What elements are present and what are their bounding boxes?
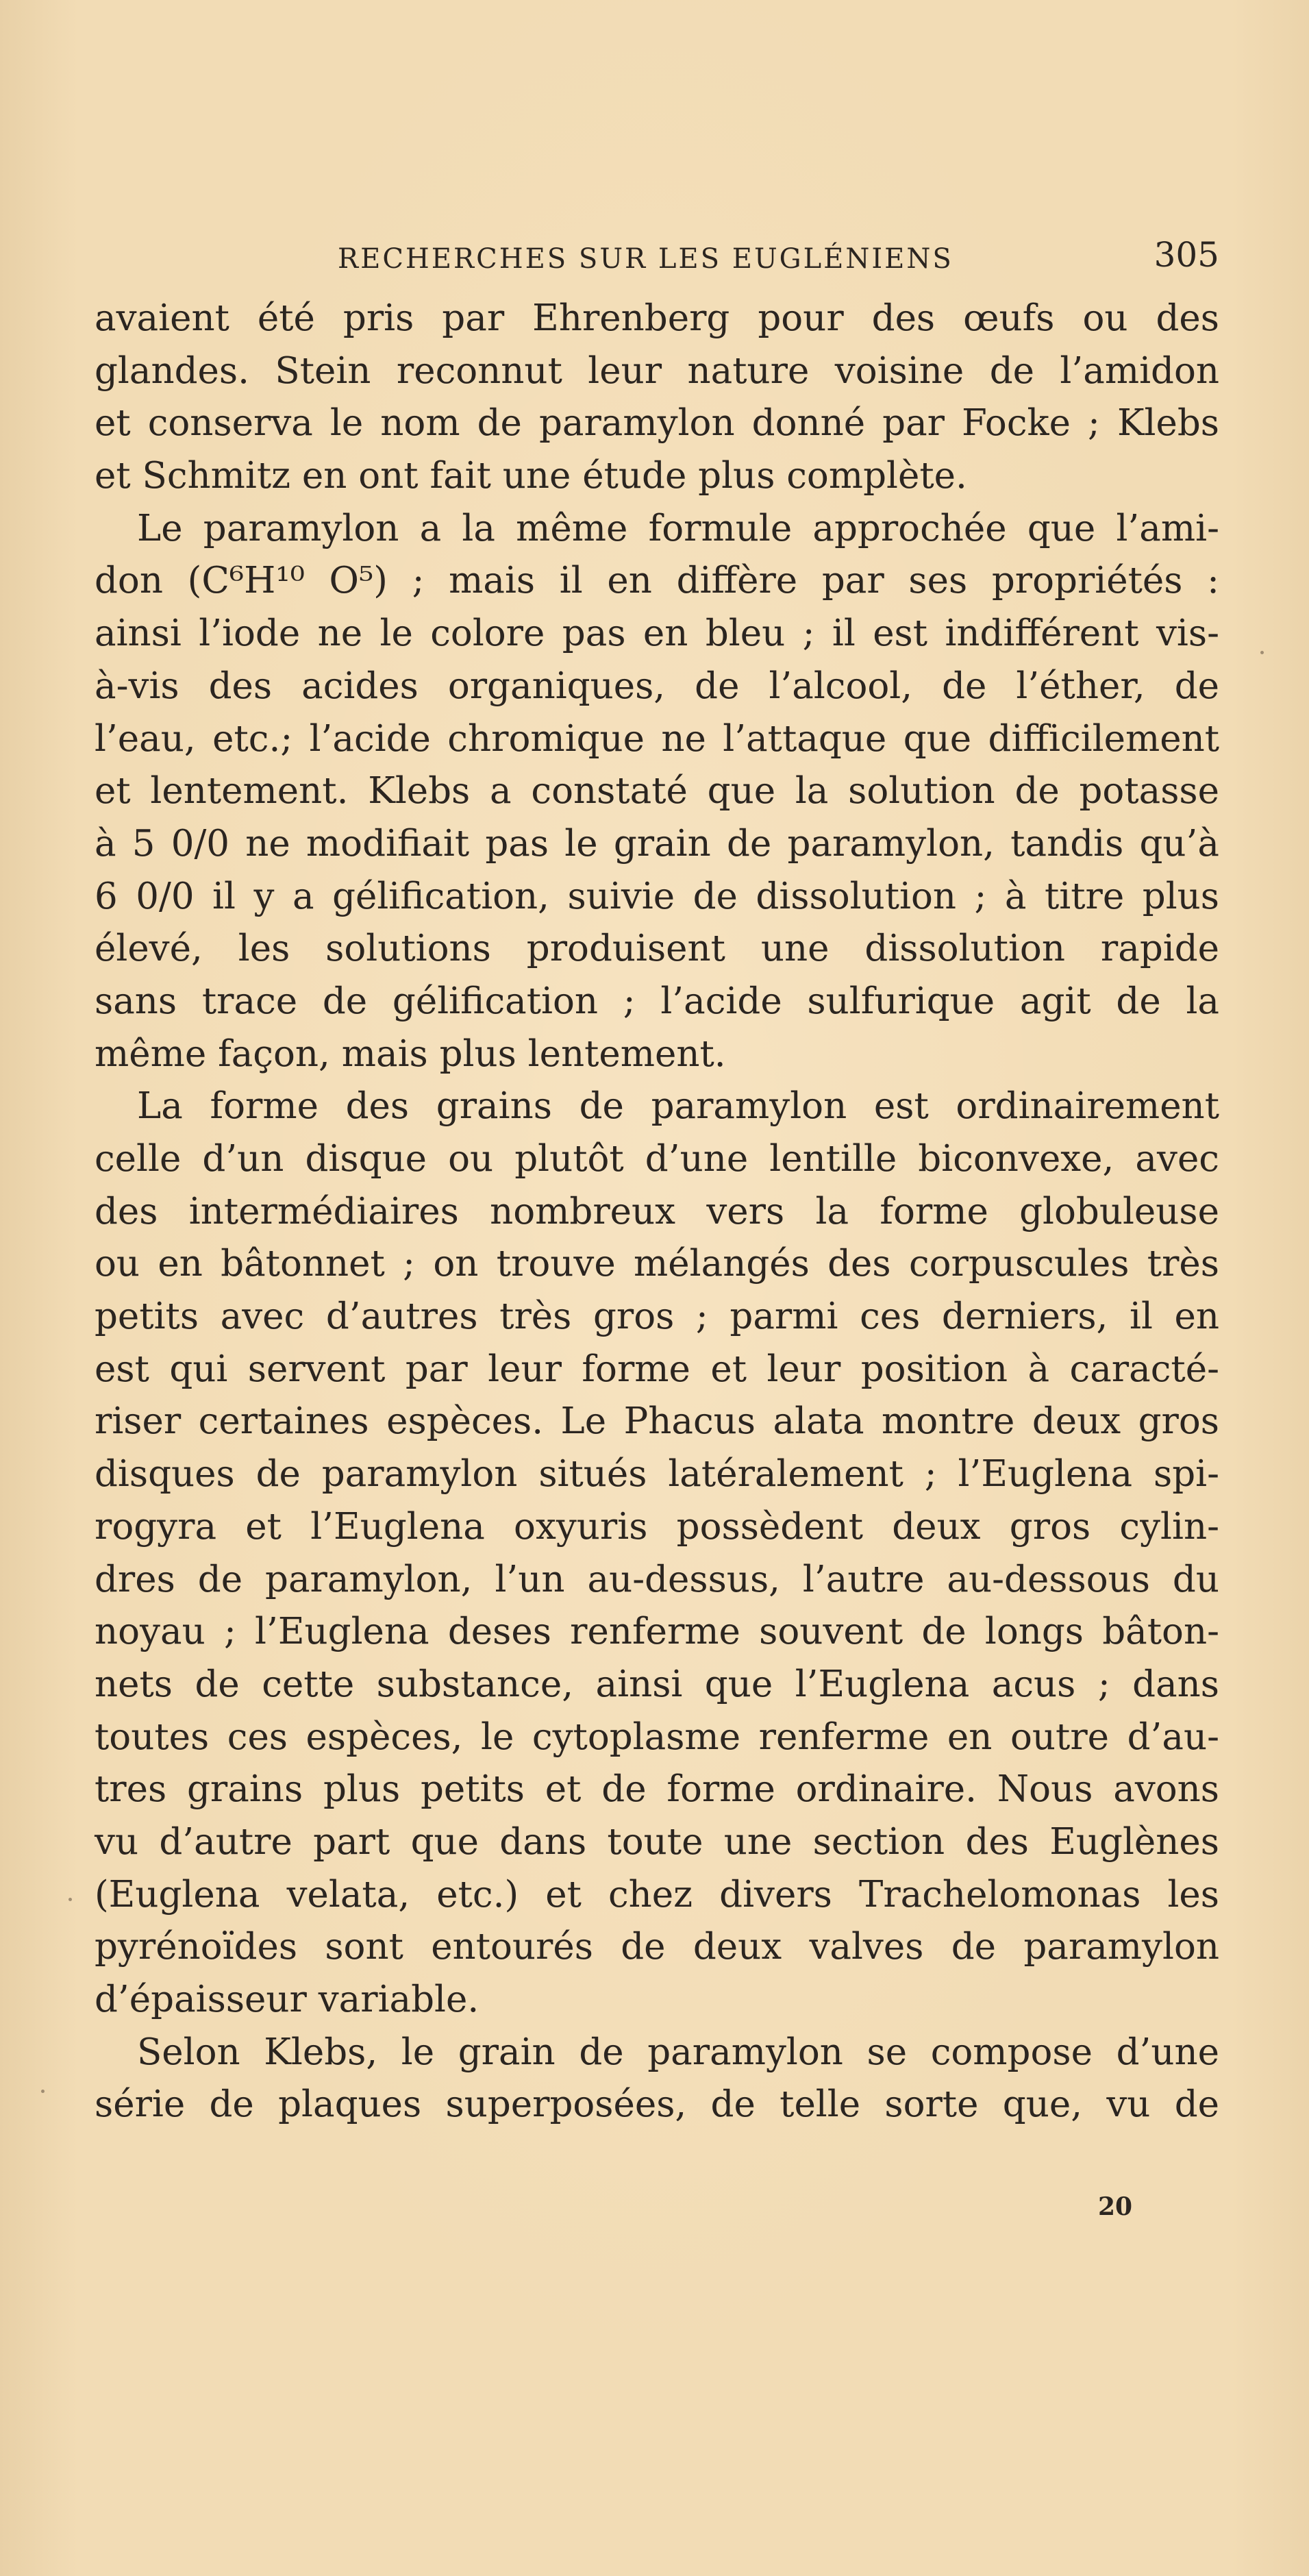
text-line: l’eau, etc.; l’acide chromique ne l’attaque que difficilement bbox=[95, 717, 1219, 760]
paper-speck bbox=[1260, 651, 1264, 654]
text-line: celle d’un disque ou plutôt d’une lentille biconvexe, avec bbox=[95, 1138, 1219, 1180]
text-line: ou en bâtonnet ; on trouve mélangés des corpuscules très bbox=[95, 1243, 1219, 1285]
text-line: est qui servent par leur forme et leur position à caracté- bbox=[95, 1348, 1219, 1390]
text-line: Le paramylon a la même formule approchée que l’ami- bbox=[137, 507, 1219, 549]
text-line: ainsi l’iode ne le colore pas en bleu ; il est indifférent vis- bbox=[95, 612, 1219, 655]
text-line: pyrénoïdes sont entourés de deux valves de paramylon bbox=[95, 1926, 1219, 1968]
text-line: même façon, mais plus lentement. bbox=[95, 1032, 726, 1075]
text-line: petits avec d’autres très gros ; parmi ces derniers, il en bbox=[95, 1296, 1219, 1338]
page-number: 305 bbox=[1154, 235, 1219, 275]
paper-speck bbox=[68, 1898, 72, 1901]
text-line: toutes ces espèces, le cytoplasme renferme en outre d’au- bbox=[95, 1716, 1219, 1758]
text-line: don (C⁶H¹⁰ O⁵) ; mais il en diffère par ses propriétés : bbox=[95, 560, 1219, 602]
text-line: et lentement. Klebs a constaté que la solution de potasse bbox=[95, 770, 1219, 813]
running-title: RECHERCHES SUR LES EUGLÉNIENS bbox=[338, 243, 953, 275]
text-line: rogyra et l’Euglena oxyuris possèdent deux gros cylin- bbox=[95, 1505, 1219, 1548]
text-line: sans trace de gélification ; l’acide sulfurique agit de la bbox=[95, 980, 1219, 1022]
text-line: et conserva le nom de paramylon donné par Focke ; Klebs bbox=[95, 402, 1219, 445]
text-line: et Schmitz en ont fait une étude plus complète. bbox=[95, 455, 967, 497]
text-line: avaient été pris par Ehrenberg pour des œufs ou des bbox=[95, 297, 1219, 339]
text-line: élevé, les solutions produisent une dissolution rapide bbox=[95, 928, 1219, 970]
text-line: Selon Klebs, le grain de paramylon se compose d’une bbox=[137, 2031, 1219, 2073]
text-line: à-vis des acides organiques, de l’alcool, de l’éther, de bbox=[95, 665, 1219, 707]
text-line: glandes. Stein reconnut leur nature voisine de l’amidon bbox=[95, 349, 1219, 392]
text-line: noyau ; l’Euglena deses renferme souvent de longs bâton- bbox=[95, 1611, 1219, 1653]
text-line: riser certaines espèces. Le Phacus alata montre deux gros bbox=[95, 1400, 1219, 1443]
paper-speck bbox=[41, 2090, 45, 2093]
page-header bbox=[95, 235, 1219, 283]
text-line: La forme des grains de paramylon est ordinairement bbox=[137, 1085, 1219, 1128]
text-line: série de plaques superposées, de telle sorte que, vu de bbox=[95, 2083, 1219, 2126]
text-line: nets de cette substance, ainsi que l’Euglena acus ; dans bbox=[95, 1663, 1219, 1705]
body-text bbox=[95, 293, 1219, 2131]
text-line: à 5 0/0 ne modifiait pas le grain de paramylon, tandis qu’à bbox=[95, 822, 1219, 865]
text-line: dres de paramylon, l’un au-dessus, l’autre au-dessous du bbox=[95, 1558, 1219, 1600]
text-line: disques de paramylon situés latéralement ; l’Euglena spi- bbox=[95, 1453, 1219, 1496]
text-line: des intermédiaires nombreux vers la forme globuleuse bbox=[95, 1190, 1219, 1233]
text-line: tres grains plus petits et de forme ordinaire. Nous avons bbox=[95, 1768, 1219, 1811]
text-line: vu d’autre part que dans toute une section des Euglènes bbox=[95, 1820, 1219, 1863]
signature-mark: 20 bbox=[1098, 2192, 1133, 2221]
text-line: 6 0/0 il y a gélification, suivie de dissolution ; à titre plus bbox=[95, 875, 1219, 917]
text-line: (Euglena velata, etc.) et chez divers Trachelomonas les bbox=[95, 1873, 1219, 1916]
text-line: d’épaisseur variable. bbox=[95, 1979, 479, 2020]
